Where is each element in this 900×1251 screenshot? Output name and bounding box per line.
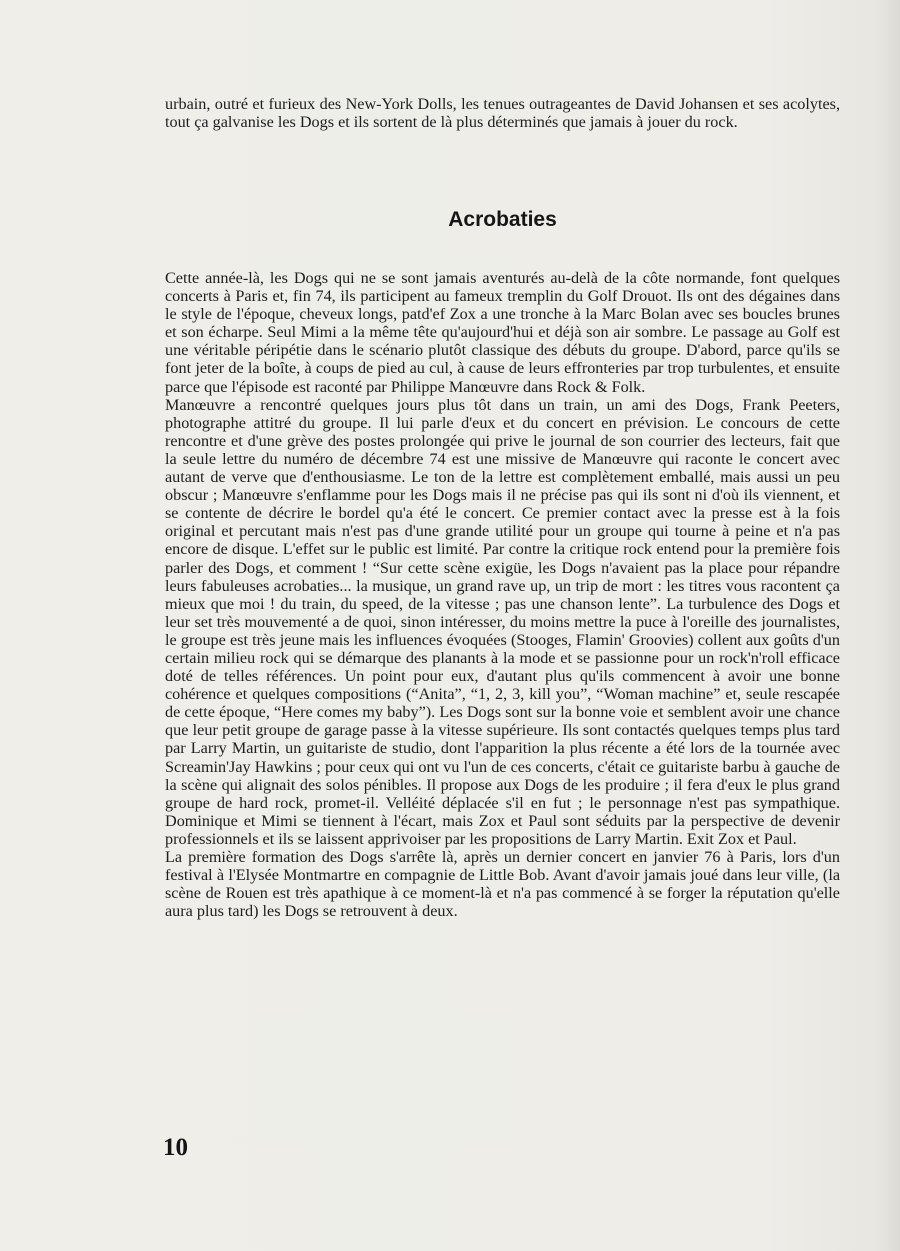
paragraph-2: Manœuvre a rencontré quelques jours plus tôt dans un train, un ami des Dogs, Frank Peeters, photographe attitré du groupe. Il lui parle d'eux et du concert en prévision. Le concours de cette rencontre et d'une grève des postes prolongée qui prive le journal de son courrier des lecteurs, fait que la seule lettre du numéro de décembre 74 est une missive de Manœuvre qui raconte le concert avec autant de verve que d'enthousiasme. Le ton de la lettre est complètement emballé, mais aussi un peu obscur ; Manœuvre s'enflamme pour les Dogs mais il ne précise pas qui ils sont ni d'où ils viennent, et se contente de décrire le bordel qu'a été le concert. Ce premier contact avec la presse est à la fois original et percutant mais n'est pas d'une grande utilité pour un groupe qui tourne à peine et n'a pas encore de disque. L'effet sur le public est limité. Par contre la critique rock entend pour la première fois parler des Dogs, et comment ! “Sur cette scène exigüe, les Dogs n'avaient pas la place pour répandre leurs fabuleuses acrobaties... la musique, un grand rave up, un trip de mort : les titres vous racontent ça mieux que moi ! du train, du speed, de la vitesse ; pas une chanson lente”. La turbulence des Dogs et leur set très mouvementé a de quoi, sinon intéresser, du moins mettre la puce à l'oreille des journalistes, le groupe est très jeune mais les influences évoquées (Stooges, Flamin' Groovies) collent aux goûts d'un certain milieu rock qui se démarque des planants à la mode et se passionne pour un rock'n'roll efficace doté de telles références. Un point pour eux, d'autant plus qu'ils commencent à avoir une bonne cohérence et quelques compositions (“Anita”, “1, 2, 3, kill you”, “Woman machine” et, seule rescapée de cette époque, “Here comes my baby”). Les Dogs sont sur la bonne voie et semblent avoir une chance que leur petit groupe de garage passe à la vitesse supérieure. Ils sont contactés quelques temps plus tard par Larry Martin, un guitariste de studio, dont l'apparition la plus récente a été lors de la tournée avec Screamin'Jay Hawkins ; pour ceux qui ont vu l'un de ces concerts, c'était ce guitariste barbu à gauche de la scène qui alignait des solos pénibles. Il propose aux Dogs de les produire ; il fera d'eux le plus grand groupe de hard rock, promet-il. Velléité déplacée s'il en fut ; le personnage n'est pas sympathique. Dominique et Mimi se tiennent à l'écart, mais Zox et Paul sont séduits par la perspective de devenir professionnels et ils se laissent apprivoiser par les propositions de Larry Martin. Exit Zox et Paul. — [165, 395, 840, 848]
paragraph-3: La première formation des Dogs s'arrête là, après un dernier concert en janvier 76 à Paris, lors d'un festival à l'Elysée Montmartre en compagnie de Little Bob. Avant d'avoir jamais joué dans leur ville, (la scène de Rouen est très apathique à ce moment-là et n'a pas commencé à se forger la réputation qu'elle aura plus tard) les Dogs se retrouvent à deux. — [165, 848, 840, 921]
section-heading: Acrobaties — [448, 208, 557, 231]
paragraph-1: Cette année-là, les Dogs qui ne se sont jamais aventurés au-delà de la côte normande, font quelques concerts à Paris et, fin 74, ils participent au fameux tremplin du Golf Drouot. Ils ont des dégaines dans le style de l'époque, cheveux longs, patd'ef Zox a une tronche à la Marc Bolan avec ses boucles brunes et son écharpe. Seul Mimi a la même tête qu'aujourd'hui et déjà son air sombre. Le passage au Golf est une véritable péripétie dans le scénario plutôt classique des débuts du groupe. D'abord, parce qu'ils se font jeter de la boîte, à coups de pied au cul, à cause de leurs effronteries par trop turbulentes, et ensuite parce que l'épisode est raconté par Philippe Manœuvre dans Rock & Folk. — [165, 269, 840, 396]
page-edge-shadow — [878, 0, 900, 1251]
intro-paragraph: urbain, outré et furieux des New-York Dolls, les tenues outrageantes de David Johansen et ses acolytes, tout ça galvanise les Dogs et ils sortent de là plus déterminés que jamais à jouer du rock. — [165, 95, 840, 132]
page-number: 10 — [163, 1134, 188, 1161]
article-body — [165, 269, 840, 920]
